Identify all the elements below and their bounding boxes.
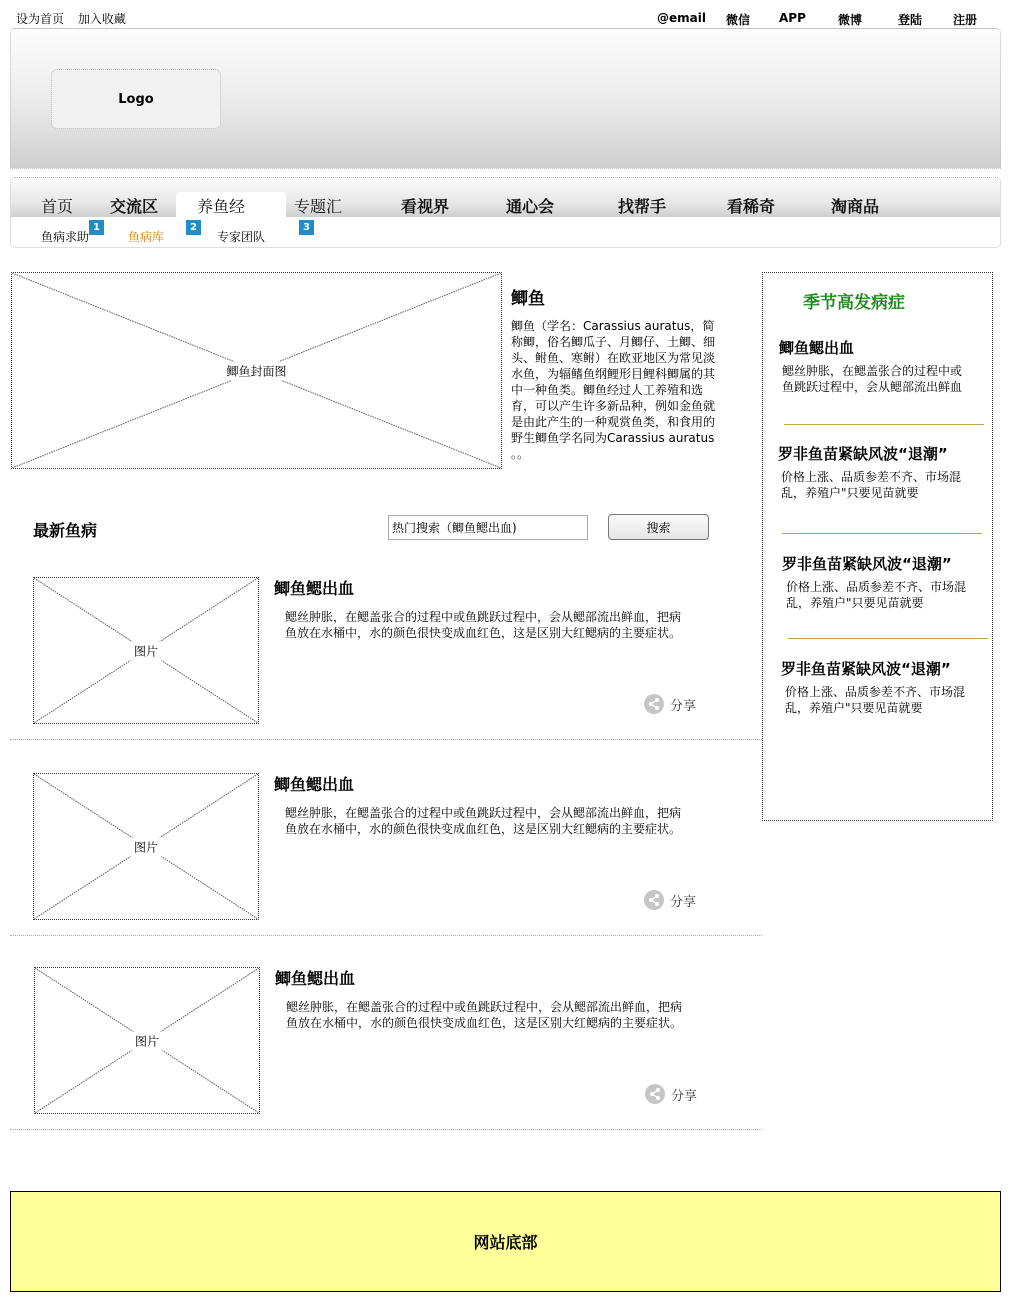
set-homepage-link[interactable]: 设为首页 bbox=[16, 12, 65, 26]
nav-item-curiosities[interactable]: 看稀奇 bbox=[727, 197, 776, 216]
subnav-item-disease-library[interactable]: 鱼病库 bbox=[128, 230, 165, 244]
seasonal-diseases-sidebar bbox=[762, 272, 993, 821]
register-link[interactable]: 注册 bbox=[953, 13, 978, 27]
article-title[interactable]: 鲫鱼鳃出血 bbox=[274, 579, 355, 598]
feature-description: 鲫鱼（学名：Carassius auratus，简称鲫，俗名鲫瓜子、月鲫仔、土鲫、细头、鲋鱼、寒鲋）在欧亚地区为常见淡水鱼，为辐鳍鱼纲鲤形目鲤科鲫属的其中一种鱼类。鲫鱼经过人工养殖和选育，可以产生许多新品种，例如金鱼就是由此产生的一种观赏鱼类，和食用的野生鲫鱼学名同为Carassius auratus 。。 bbox=[511, 319, 716, 461]
sidebar-item-title[interactable]: 罗非鱼苗紧缺风波“退潮” bbox=[778, 445, 948, 463]
search-button[interactable]: 搜索 bbox=[608, 514, 709, 540]
article-divider bbox=[10, 935, 762, 936]
article-image-placeholder[interactable] bbox=[34, 967, 260, 1114]
annotation-badge-2: 2 bbox=[186, 220, 201, 235]
article-image-label: 图片 bbox=[131, 1031, 163, 1050]
nav-item-shop[interactable]: 淘商品 bbox=[831, 197, 880, 216]
sidebar-item-description: 价格上涨、品质参差不齐、市场混乱，养殖户"只要见苗就要 bbox=[785, 685, 966, 715]
search-input[interactable] bbox=[388, 515, 588, 540]
subnav-item-disease-help[interactable]: 鱼病求助 bbox=[41, 230, 90, 244]
share-button[interactable] bbox=[644, 694, 696, 714]
annotation-badge-3: 3 bbox=[299, 220, 314, 235]
share-icon bbox=[645, 1084, 665, 1104]
annotation-badge-1: 1 bbox=[89, 220, 104, 235]
nav-item-vision[interactable]: 看视界 bbox=[401, 197, 450, 216]
add-favorite-link[interactable]: 加入收藏 bbox=[77, 12, 126, 26]
sidebar-item-title[interactable]: 鲫鱼鳃出血 bbox=[779, 339, 855, 357]
sidebar-item-title[interactable]: 罗非鱼苗紧缺风波“退潮” bbox=[782, 555, 952, 573]
share-label: 分享 bbox=[670, 894, 697, 910]
article-title[interactable]: 鲫鱼鳃出血 bbox=[275, 969, 356, 988]
sidebar-item-title[interactable]: 罗非鱼苗紧缺风波“退潮” bbox=[781, 660, 951, 678]
sidebar-item-description: 价格上涨、品质参差不齐、市场混乱，养殖户"只要见苗就要 bbox=[786, 580, 967, 610]
article-image-label: 图片 bbox=[130, 641, 162, 660]
share-label: 分享 bbox=[671, 1088, 698, 1104]
footer-label: 网站底部 bbox=[473, 1233, 538, 1252]
nav-item-find-help[interactable]: 找帮手 bbox=[618, 197, 667, 216]
wechat-link[interactable]: 微信 bbox=[726, 13, 751, 27]
sidebar-title: 季节高发病症 bbox=[803, 293, 905, 313]
nav-item-fish-keeping[interactable]: 养鱼经 bbox=[197, 197, 246, 216]
latest-section-title: 最新鱼病 bbox=[33, 521, 98, 540]
weibo-link[interactable]: 微博 bbox=[838, 13, 863, 27]
article-description: 鳃丝肿胀，在鳃盖张合的过程中或鱼跳跃过程中，会从鳃部流出鲜血，把病鱼放在水桶中，水的颜色很快变成血红色，这是区别大红鳃病的主要症状。 bbox=[285, 610, 682, 640]
login-link[interactable]: 登陆 bbox=[898, 13, 923, 27]
article-divider bbox=[10, 739, 762, 740]
sidebar-divider bbox=[784, 424, 984, 425]
nav-item-topics[interactable]: 专题汇 bbox=[294, 197, 343, 216]
sidebar-divider bbox=[782, 533, 982, 534]
feature-image-label: 鲫鱼封面图 bbox=[222, 361, 290, 380]
article-description: 鳃丝肿胀，在鳃盖张合的过程中或鱼跳跃过程中，会从鳃部流出鲜血，把病鱼放在水桶中，水的颜色很快变成血红色，这是区别大红鳃病的主要症状。 bbox=[286, 1000, 683, 1030]
feature-title: 鲫鱼 bbox=[511, 289, 545, 309]
sidebar-item-description: 价格上涨、品质参差不齐、市场混乱，养殖户"只要见苗就要 bbox=[781, 470, 962, 500]
subnav-item-expert-team[interactable]: 专家团队 bbox=[217, 230, 266, 244]
share-button[interactable] bbox=[645, 1084, 697, 1104]
share-icon bbox=[644, 890, 664, 910]
share-icon bbox=[644, 694, 664, 714]
site-footer bbox=[10, 1191, 1001, 1292]
sidebar-divider bbox=[788, 638, 988, 639]
article-image-placeholder[interactable] bbox=[33, 577, 259, 724]
article-divider bbox=[10, 1129, 762, 1130]
nav-item-community[interactable]: 通心会 bbox=[506, 197, 555, 216]
nav-item-exchange[interactable]: 交流区 bbox=[110, 197, 159, 216]
main-nav bbox=[10, 177, 1001, 248]
article-title[interactable]: 鲫鱼鳃出血 bbox=[274, 775, 355, 794]
article-image-label: 图片 bbox=[130, 837, 162, 856]
feature-image-placeholder[interactable] bbox=[11, 272, 502, 469]
app-link[interactable]: APP bbox=[779, 11, 806, 25]
share-button[interactable] bbox=[644, 890, 696, 910]
article-image-placeholder[interactable] bbox=[33, 773, 259, 920]
nav-item-home[interactable]: 首页 bbox=[41, 197, 74, 216]
article-description: 鳃丝肿胀，在鳃盖张合的过程中或鱼跳跃过程中，会从鳃部流出鲜血，把病鱼放在水桶中，水的颜色很快变成血红色，这是区别大红鳃病的主要症状。 bbox=[285, 806, 682, 836]
share-label: 分享 bbox=[670, 698, 697, 714]
email-link[interactable]: @email bbox=[657, 11, 706, 25]
topbar-left bbox=[16, 10, 136, 27]
site-header bbox=[10, 28, 1001, 169]
sidebar-item-description: 鳃丝肿胀，在鳃盖张合的过程中或鱼跳跃过程中，会从鳃部流出鲜血 bbox=[782, 364, 963, 394]
logo[interactable]: Logo bbox=[51, 69, 221, 129]
